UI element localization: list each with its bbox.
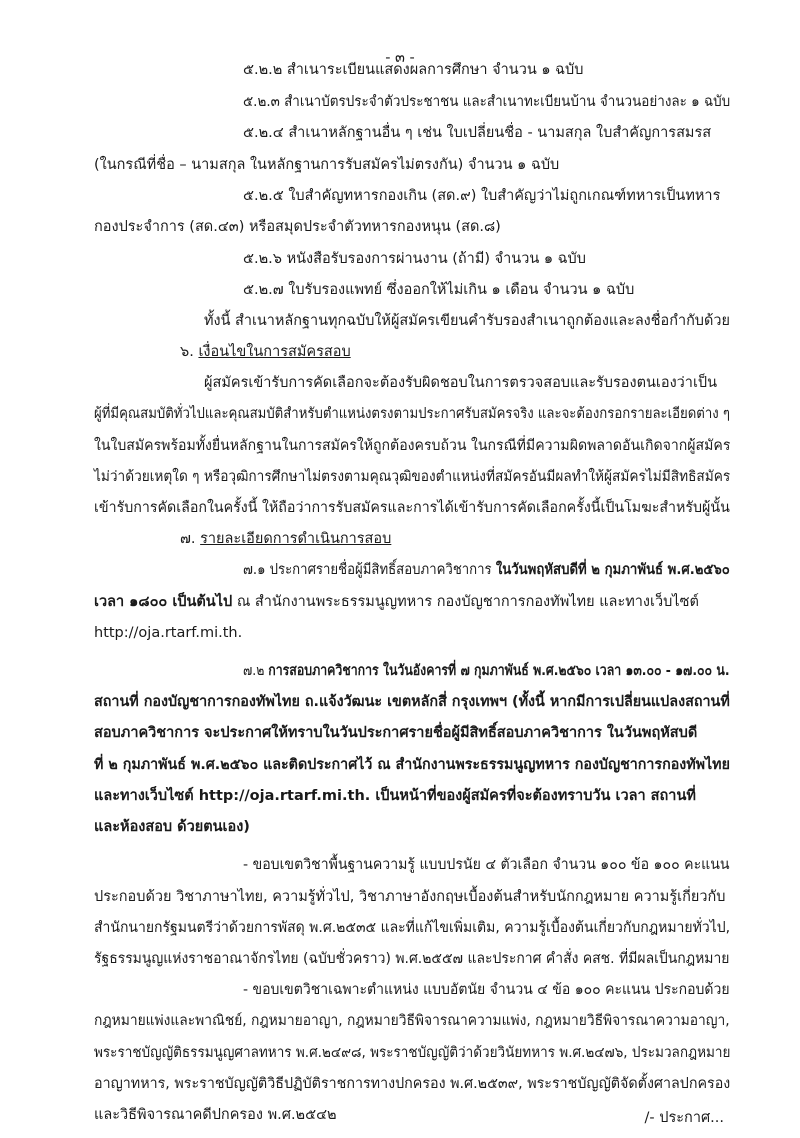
- item-5-2-7: ๕.๒.๗ ใบรับรองแพทย์ ซึ่งออกให้ไม่เกิน ๑ เดือน จำนวน ๑ ฉบับ: [243, 282, 635, 298]
- section-6-line: ผู้สมัครเข้ารับการคัดเลือกจะต้องรับผิดชอบในการตรวจสอบและรับรองตนเองว่าเป็น: [204, 375, 718, 391]
- section-7-heading: [180, 529, 391, 549]
- para-7-2-line: ที่ ๒ กุมภาพันธ์ พ.ศ.๒๕๖๐ และติดประกาศไว้ ณ สำนักงานพระธรรมนูญทหาร กองบัญชาการกองทัพไทย: [94, 757, 730, 773]
- section-6-title: เงื่อนไขในการสมัครสอบ: [198, 344, 351, 360]
- item-5-2-6: ๕.๒.๖ หนังสือรับรองการผ่านงาน (ถ้ามี) จำนวน ๑ ฉบับ: [243, 251, 586, 267]
- item-5-2-5-cont: กองประจำการ (สด.๔๓) หรือสมุดประจำตัวทหารกองหนุน (สด.๘): [94, 219, 501, 235]
- para-7-2-line1: [243, 661, 730, 681]
- para-7-2-text: การสอบภาควิชาการ ในวันอังคารที่ ๗ กุมภาพันธ์ พ.ศ.๒๕๖๐ เวลา ๑๓.๐๐ - ๑๗.๐๐ น.: [268, 663, 730, 679]
- item-5-2-4-cont: (ในกรณีที่ชื่อ – นามสกุล ในหลักฐานการรับสมัครไม่ตรงกัน) จำนวน ๑ ฉบับ: [94, 157, 560, 173]
- section-6-number: ๖.: [180, 344, 194, 360]
- para-7-2-line: และห้องสอบ ด้วยตนเอง): [94, 819, 250, 835]
- section-7-number: ๗.: [180, 531, 196, 547]
- page-number: - ๓ -: [385, 50, 415, 66]
- scope-general-line: ประกอบด้วย วิชาภาษาไทย, ความรู้ทั่วไป, วิชาภาษาอังกฤษเบื้องต้นสำหรับนักกฎหมาย ความรู้เกี่ยวกับ: [94, 889, 726, 905]
- section-6-heading: [180, 342, 351, 362]
- scope-general-line: - ขอบเขตวิชาพื้นฐานความรู้ แบบปรนัย ๔ ตัวเลือก จำนวน ๑๐๐ ข้อ ๑๐๐ คะแนน: [243, 857, 730, 873]
- scope-specific-line: กฎหมายแพ่งและพาณิชย์, กฎหมายอาญา, กฎหมายวิธีพิจารณาความแพ่ง, กฎหมายวิธีพิจารณาความอาญา,: [94, 1013, 730, 1029]
- item-5-2-4: ๕.๒.๔ สำเนาหลักฐานอื่น ๆ เช่น ใบเปลี่ยนชื่อ - นามสกุล ใบสำคัญการสมรส: [243, 125, 712, 141]
- para-7-1-url: http://oja.rtarf.mi.th.: [94, 625, 243, 641]
- para-7-2-line: สอบภาควิชาการ จะประกาศให้ทราบในวันประกาศรายชื่อผู้มีสิทธิ์สอบภาควิชาการ ในวันพฤหัสบดี: [94, 725, 698, 741]
- scope-specific-line: และวิธีพิจารณาคดีปกครอง พ.ศ.๒๕๔๒: [94, 1107, 337, 1123]
- para-7-1-line1: [243, 560, 730, 580]
- section-6-line: ในใบสมัครพร้อมทั้งยื่นหลักฐานในการสมัครให้ถูกต้องครบถ้วน ในกรณีที่มีความผิดพลาดอันเกิดจากผู้สมัคร: [94, 438, 731, 454]
- scope-general-line: สำนักนายกรัฐมนตรีว่าด้วยการพัสดุ พ.ศ.๒๕๓๕ และที่แก้ไขเพิ่มเติม, ความรู้เบื้องต้นเกี่ยวกับกฎหมายทั่วไป,: [94, 920, 731, 936]
- item-5-2-2: ๕.๒.๒ สำเนาระเบียนแสดงผลการศึกษา จำนวน ๑ ฉบับ: [243, 62, 584, 78]
- section-6-line: ไม่ว่าด้วยเหตุใด ๆ หรือวุฒิการศึกษาไม่ตรงตามคุณวุฒิของตำแหน่งที่สมัครอันมีผลทำให้ผู้สมัครไม่มีสิทธิสมัคร: [94, 469, 731, 485]
- continuation-marker: /- ประกาศ...: [644, 1110, 724, 1126]
- para-7-1-time: เวลา ๑๘๐๐ เป็นต้นไป: [94, 594, 233, 610]
- para-7-2-line: สถานที่ กองบัญชาการกองทัพไทย ถ.แจ้งวัฒนะ เขตหลักสี่ กรุงเทพฯ (ทั้งนี้ หากมีการเปลี่ยนแปลงสถานที่: [94, 694, 730, 710]
- para-7-1-place: ณ สำนักงานพระธรรมนูญทหาร กองบัญชาการกองทัพไทย และทางเว็บไซต์: [232, 594, 699, 610]
- section-7-title: รายละเอียดการดำเนินการสอบ: [200, 531, 392, 547]
- para-7-2-line: และทางเว็บไซต์ http://oja.rtarf.mi.th. เป็นหน้าที่ของผู้สมัครที่จะต้องทราบวัน เวลา สถานที่: [94, 788, 696, 804]
- scope-specific-line: - ขอบเขตวิชาเฉพาะตำแหน่ง แบบอัตนัย จำนวน ๔ ข้อ ๑๐๐ คะแนน ประกอบด้วย: [243, 982, 730, 998]
- item-5-2-5: ๕.๒.๕ ใบสำคัญทหารกองเกิน (สด.๙) ใบสำคัญว่าไม่ถูกเกณฑ์ทหารเป็นทหาร: [243, 188, 721, 204]
- para-7-1-text: ๗.๑ ประกาศรายชื่อผู้มีสิทธิ์สอบภาควิชาการ: [243, 562, 496, 578]
- scope-specific-line: พระราชบัญญัติธรรมนูญศาลทหาร พ.ศ.๒๔๙๘, พระราชบัญญัติว่าด้วยวินัยทหาร พ.ศ.๒๔๗๖, ประมวลกฎหมาย: [94, 1045, 731, 1061]
- para-7-2-number: ๗.๒: [243, 663, 269, 679]
- copies-note: ทั้งนี้ สำเนาหลักฐานทุกฉบับให้ผู้สมัครเขียนคำรับรองสำเนาถูกต้องและลงชื่อกำกับด้วย: [204, 313, 730, 329]
- scope-general-line: รัฐธรรมนูญแห่งราชอาณาจักรไทย (ฉบับชั่วคราว) พ.ศ.๒๕๕๗ และประกาศ คำสั่ง คสช. ที่มีผลเป็นกฎหมาย: [94, 951, 730, 967]
- section-6-line: เข้ารับการคัดเลือกในครั้งนี้ ให้ถือว่าการรับสมัครและการได้เข้ารับการคัดเลือกครั้งนี้เป็นโมฆะสำหรับผู้นั้น: [94, 500, 730, 516]
- section-6-line: ผู้ที่มีคุณสมบัติทั่วไปและคุณสมบัติสำหรับตำแหน่งตรงตามประกาศรับสมัครจริง และจะต้องกรอกรายละเอียดต่าง ๆ: [94, 406, 730, 422]
- para-7-1-date: ในวันพฤหัสบดีที่ ๒ กุมภาพันธ์ พ.ศ.๒๕๖๐: [495, 562, 730, 578]
- item-5-2-3: ๕.๒.๓ สำเนาบัตรประจำตัวประชาชน และสำเนาทะเบียนบ้าน จำนวนอย่างละ ๑ ฉบับ: [243, 94, 731, 110]
- para-7-1-line2: [94, 592, 699, 612]
- scope-specific-line: อาญาทหาร, พระราชบัญญัติวิธีปฏิบัติราชการทางปกครอง พ.ศ.๒๕๓๙, พระราชบัญญัติจัดตั้งศาลปกครอง: [94, 1076, 731, 1092]
